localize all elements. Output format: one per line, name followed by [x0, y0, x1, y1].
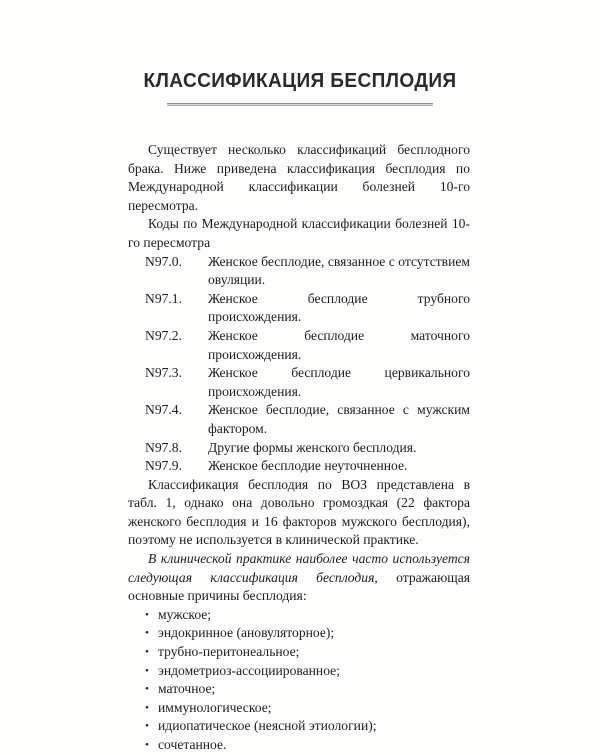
list-item	[145, 717, 470, 736]
bullet-icon: •	[145, 664, 149, 677]
bullet-icon: •	[145, 720, 149, 733]
icd-code-text: Женское бесплодие маточного происхождения.	[208, 327, 470, 362]
icd-code-list	[128, 253, 470, 476]
who-classification-paragraph: Классификация бесплодия по ВОЗ представлена в табл. 1, однако она довольно громоздкая (22 фактора женского бесплодия и 16 факторов мужского бесплодия), поэтому не используется в клинической практике.	[128, 476, 470, 548]
icd-code-label: N97.9.	[145, 458, 183, 474]
list-item-label: мужское;	[158, 606, 212, 622]
intro-paragraph-1: Существует несколько классификаций бесплодного брака. Ниже приведена классификация бесплодия по Международной классификации болезней 10-го пересмотра.	[128, 142, 470, 213]
list-item-label: эндометриоз-ассоциированное;	[158, 662, 340, 678]
list-item-label: сочетанное.	[158, 737, 227, 752]
icd-code-item	[145, 401, 470, 438]
icd-code-item	[145, 364, 470, 401]
icd-code-label: N97.2.	[145, 327, 183, 343]
list-item-label: эндокринное (ановуляторное);	[158, 625, 335, 641]
icd-code-text: Другие формы женского бесплодия.	[208, 439, 417, 455]
bullet-icon: •	[145, 627, 149, 640]
icd-code-text: Женское бесплодие трубного происхождения.	[208, 290, 470, 325]
bullet-icon: •	[145, 646, 149, 659]
list-item-label: иммунологическое;	[158, 699, 272, 715]
list-item	[145, 680, 470, 699]
icd-code-item	[145, 253, 470, 290]
bullet-icon: •	[145, 683, 149, 696]
list-item-label: идиопатическое (неясной этиологии);	[158, 718, 377, 734]
icd-code-item	[145, 290, 470, 327]
bullet-icon: •	[145, 701, 149, 714]
clinical-intro-italic: В клинической практике наиболее часто используется следующая классификация бесплодия	[128, 551, 470, 585]
clinical-intro-roman: , отражающая основные причины бесплодия:	[128, 569, 470, 604]
text-column	[128, 141, 470, 755]
list-item-label: трубно-перитонеальное;	[158, 644, 300, 660]
title-block	[0, 70, 600, 106]
icd-code-label: N97.8.	[145, 439, 183, 455]
list-item-label: маточное;	[158, 681, 216, 697]
clinical-classification-paragraph	[128, 550, 470, 606]
icd-code-text: Женское бесплодие, связанное с мужским фактором.	[208, 402, 470, 436]
list-item	[145, 699, 470, 718]
icd-code-text: Женское бесплодие неуточненное.	[208, 458, 408, 474]
list-item	[145, 662, 470, 681]
list-item	[145, 624, 470, 643]
icd-code-label: N97.3.	[145, 365, 183, 381]
icd-code-item	[145, 327, 470, 364]
icd-code-label: N97.0.	[145, 253, 183, 269]
title-divider-rule	[167, 103, 433, 106]
list-item	[145, 736, 470, 755]
icd-code-label: N97.4.	[145, 402, 183, 418]
intro-paragraph-2: Коды по Международной классификации болезней 10-го пересмотра	[128, 216, 470, 250]
icd-code-text: Женское бесплодие, связанное с отсутствием овуляции.	[208, 253, 470, 288]
bullet-icon: •	[145, 739, 149, 751]
icd-code-item	[145, 439, 470, 458]
list-item	[145, 643, 470, 662]
page-title: КЛАССИФИКАЦИЯ БЕСПЛОДИЯ	[143, 69, 457, 92]
list-item	[145, 606, 470, 625]
bullet-icon: •	[145, 608, 149, 621]
icd-code-item	[145, 457, 470, 476]
infertility-causes-list	[128, 606, 470, 755]
icd-code-label: N97.1.	[145, 290, 183, 306]
icd-code-text: Женское бесплодие цервикального происхождения.	[208, 365, 470, 399]
